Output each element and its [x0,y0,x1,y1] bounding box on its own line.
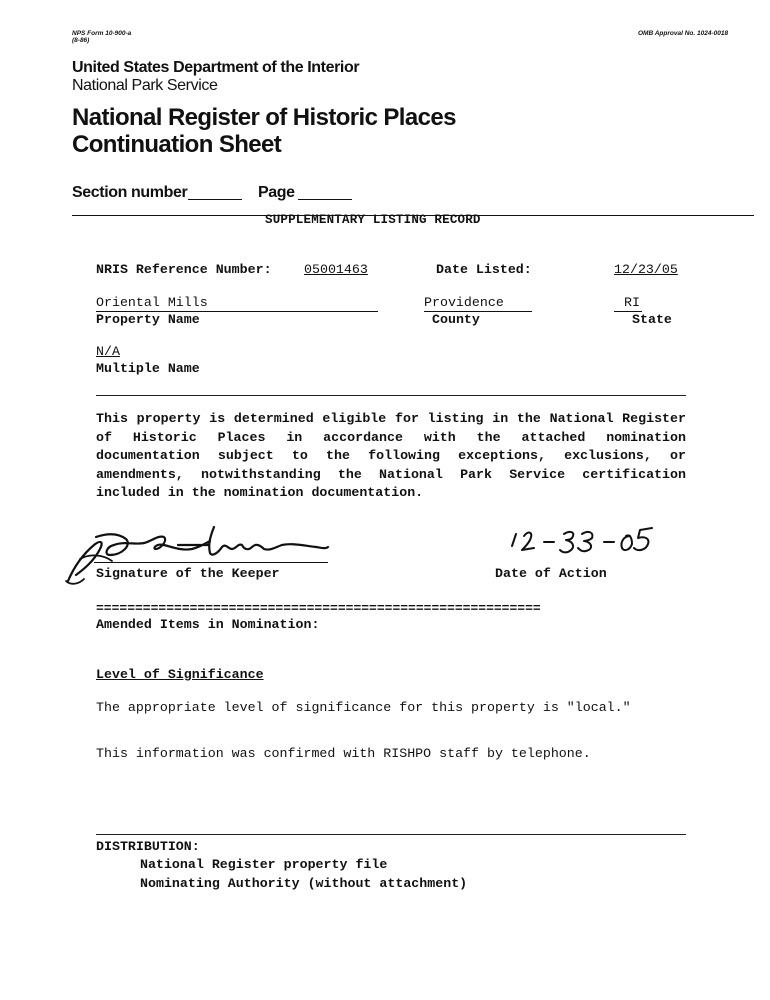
signature-underline [94,562,328,563]
page-title: National Register of Historic Places [72,104,456,131]
distribution-item: National Register property file [140,857,388,872]
omb-approval: OMB Approval No. 1024-0018 [638,30,729,37]
divider-bottom [96,834,686,835]
state-value: RI [624,295,640,310]
department-name: United States Department of the Interior [72,59,360,76]
date-listed-value: 12/23/05 [614,262,678,277]
divider-top [96,395,686,396]
distribution-heading: DISTRIBUTION: [96,839,200,854]
page-subtitle: Continuation Sheet [72,131,282,158]
page-number-blank [298,199,352,200]
form-number: NPS Form 10-900-a (8-86) [72,30,132,44]
property-name-label: Property Name [96,312,200,327]
county-label: County [432,312,480,327]
date-listed-label: Date Listed: [436,262,532,277]
confirmation-text: This information was confirmed with RISHPO staff by telephone. [96,746,591,761]
multiple-name-label: Multiple Name [96,361,200,376]
certification-text: This property is determined eligible for listing in the National Register of Historic Places in accordance with the attached nomination documentation subject to the following exceptions, exclusions, or amendments, notwithstanding the National Park Service certification included in the nomination documentation. [96,411,686,500]
section-number-label: Section number [72,184,188,201]
amended-items-heading: Amended Items in Nomination: [96,617,320,632]
record-title: SUPPLEMENTARY LISTING RECORD [265,213,481,227]
property-name-value: Oriental Mills [96,295,208,310]
date-of-action-handwritten [508,522,658,558]
significance-text: The appropriate level of significance for this property is "local." [96,700,631,715]
service-name: National Park Service [72,77,218,94]
county-value: Providence [424,295,504,310]
date-of-action-label: Date of Action [495,566,607,581]
level-of-significance-heading: Level of Significance [96,667,264,682]
state-label: State [632,312,672,327]
page-label: Page [258,184,295,201]
distribution-item: Nominating Authority (without attachment) [140,876,468,891]
multiple-name-value: N/A [96,344,120,359]
section-number-blank [188,199,242,200]
signature-label: Signature of the Keeper [96,566,280,581]
nris-label: NRIS Reference Number: [96,262,272,277]
double-rule-separator: ========================================================= [96,601,541,616]
nris-value: 05001463 [304,262,368,277]
